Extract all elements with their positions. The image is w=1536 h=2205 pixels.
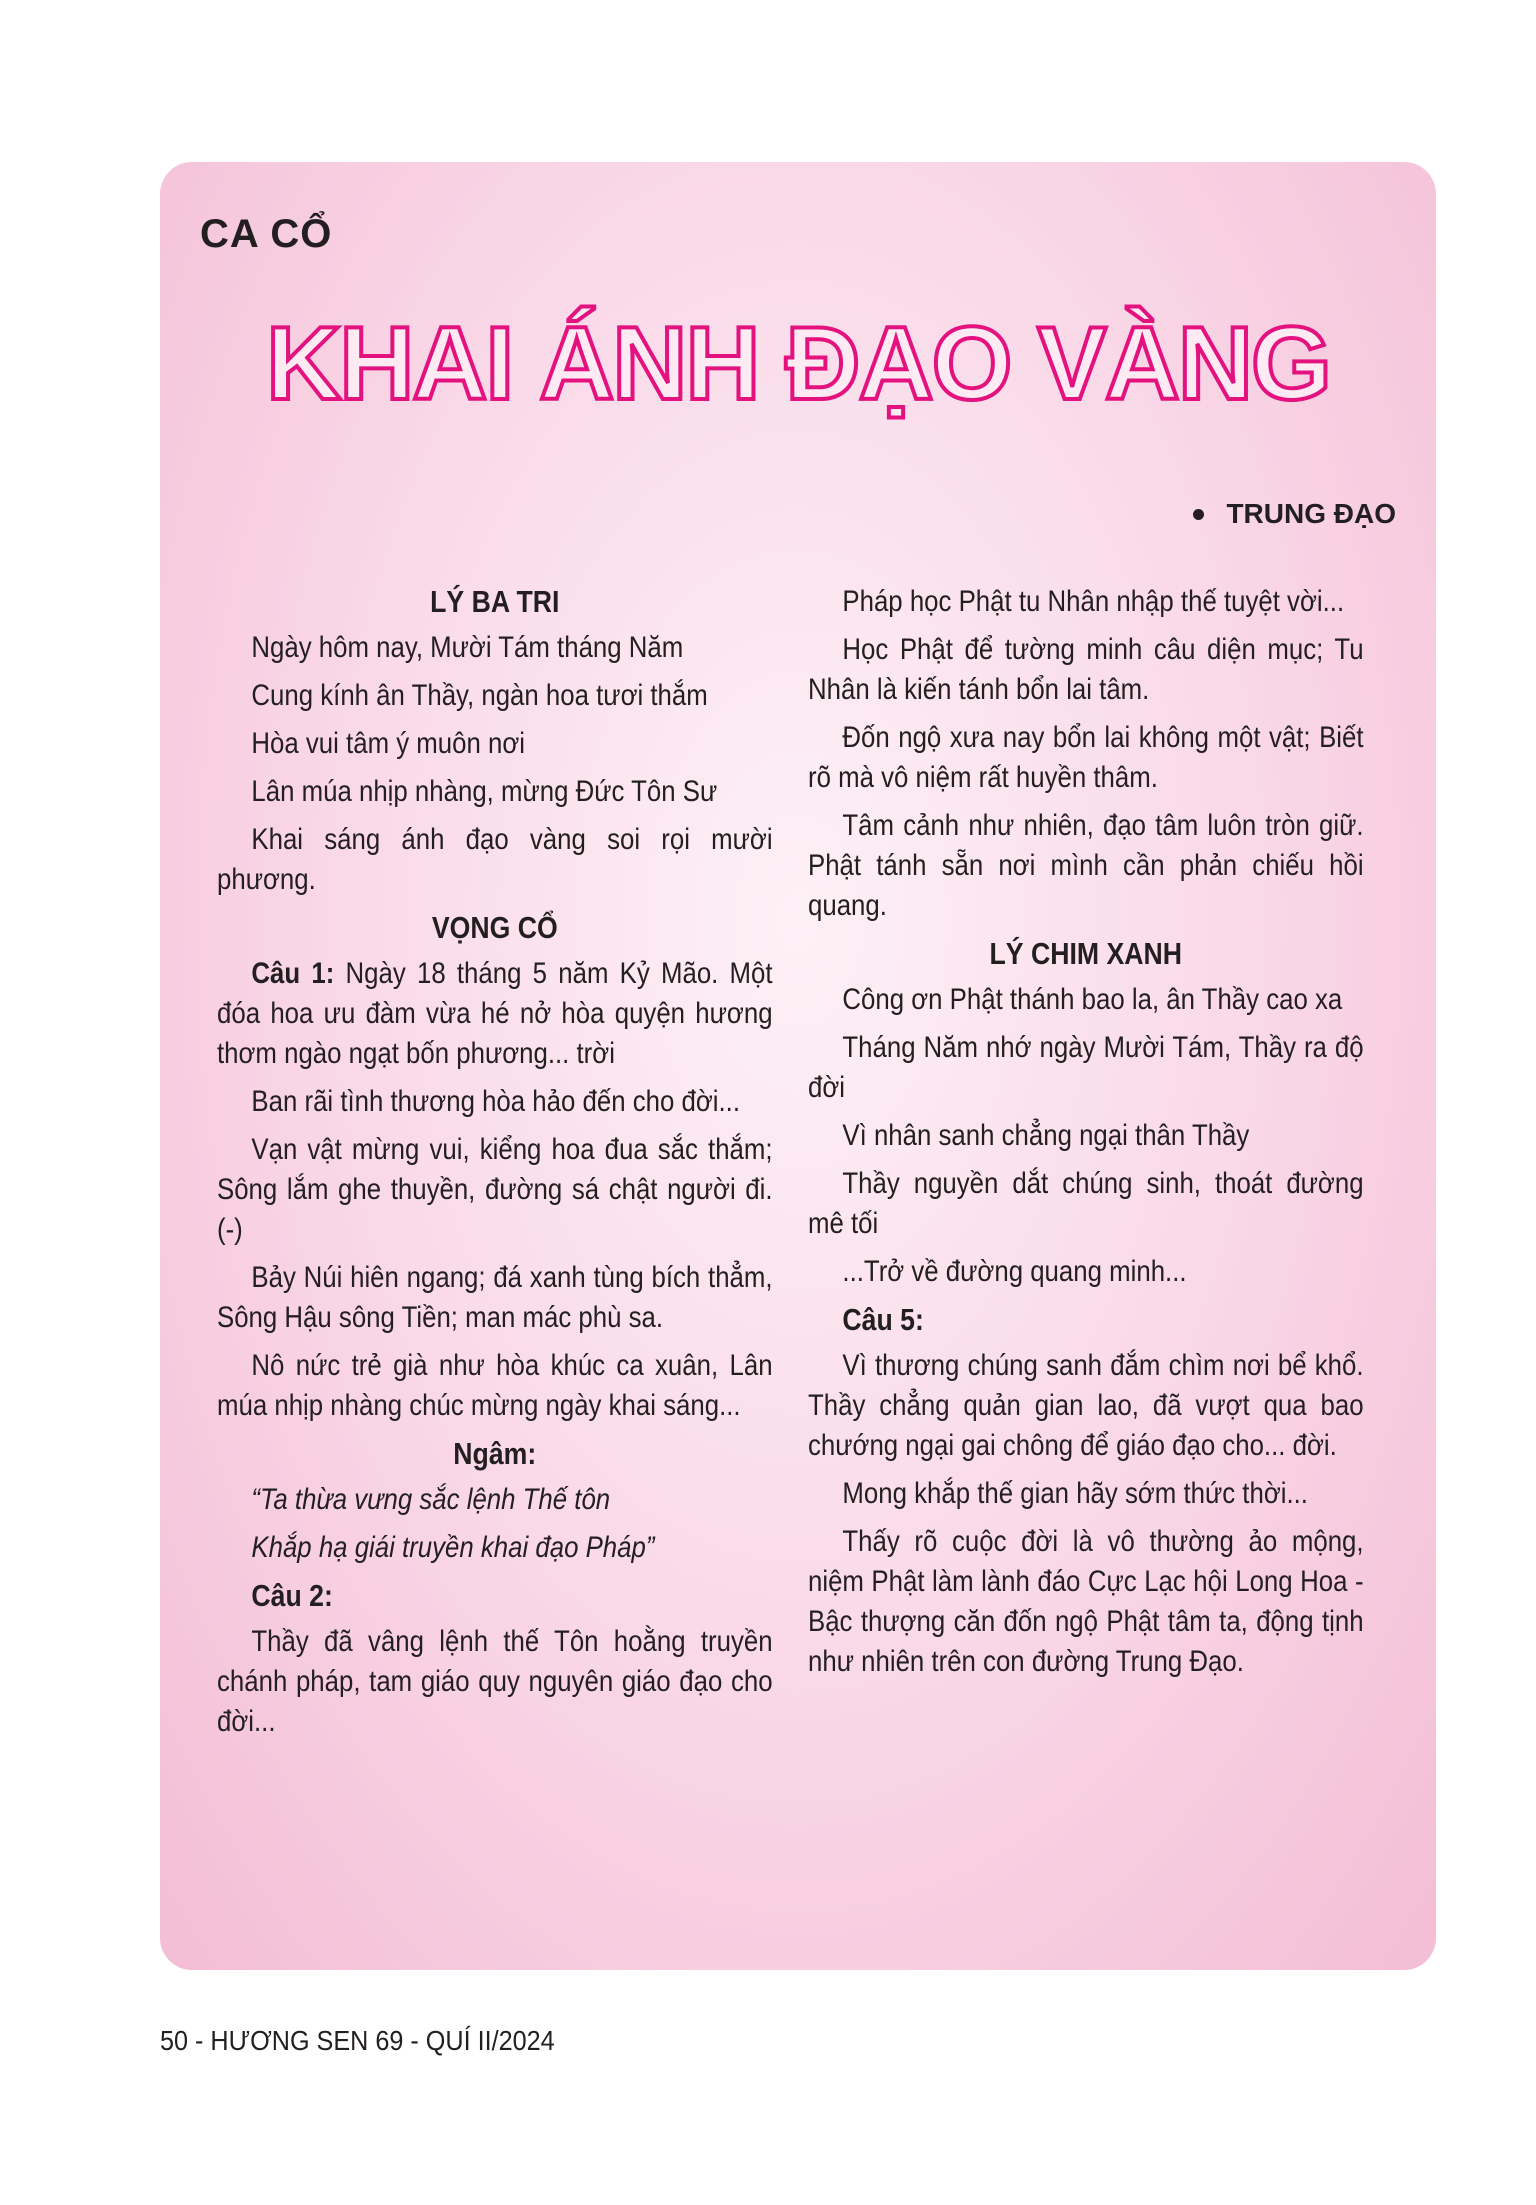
verse-line: Đốn ngộ xưa nay bổn lai không một vật; Biết rõ mà vô niệm rất huyền thâm. [808, 721, 1364, 794]
article-title: KHAI ÁNH ĐẠO VÀNG [266, 306, 1330, 422]
ngam-line: “Ta thừa vưng sắc lệnh Thế tôn [251, 1483, 611, 1516]
verse-cau-1 [217, 954, 773, 1074]
heading-ly-ba-tri: LÝ BA TRI [430, 584, 560, 619]
verse-line: Mong khắp thế gian hãy sớm thức thời... [842, 1477, 1308, 1510]
cau-2-label: Câu 2: [251, 1578, 333, 1613]
verse-line: Khai sáng ánh đạo vàng soi rọi mười phương. [217, 823, 773, 896]
right-column [808, 582, 1364, 1690]
author-name: TRUNG ĐẠO [1226, 498, 1396, 529]
verse-line: Nô nức trẻ già như hòa khúc ca xuân, Lân múa nhịp nhàng chúc mừng ngày khai sáng... [217, 1349, 773, 1422]
verse-line: Ban rãi tình thương hòa hảo đến cho đời... [251, 1085, 741, 1118]
bullet-icon [1193, 509, 1204, 520]
verse-line: Cung kính ân Thầy, ngàn hoa tươi thắm [251, 679, 708, 712]
heading-vong-co: VỌNG CỔ [431, 910, 558, 945]
verse-line: Thầy đã vâng lệnh thế Tôn hoằng truyền chánh pháp, tam giáo quy nguyên giáo đạo cho đời... [217, 1625, 773, 1738]
verse-line: Bảy Núi hiên ngang; đá xanh tùng bích thẳm, Sông Hậu sông Tiền; man mác phù sa. [217, 1261, 773, 1334]
verse-line: Công ơn Phật thánh bao la, ân Thầy cao xa [842, 983, 1343, 1016]
verse-line: Tháng Năm nhớ ngày Mười Tám, Thầy ra độ đời [808, 1031, 1364, 1104]
heading-ly-chim-xanh: LÝ CHIM XANH [989, 936, 1183, 971]
verse-line: Tâm cảnh như nhiên, đạo tâm luôn tròn giữ. Phật tánh sẵn nơi mình cần phản chiếu hồi quang. [808, 809, 1364, 922]
heading-ngam: Ngâm: [453, 1436, 537, 1471]
verse-line: Vạn vật mừng vui, kiểng hoa đua sắc thắm; Sông lắm ghe thuyền, đường sá chật người đi. (-) [217, 1133, 773, 1246]
content-panel [160, 162, 1436, 1970]
verse-line: Pháp học Phật tu Nhân nhập thế tuyệt vời... [842, 585, 1345, 618]
verse-line: Vì thương chúng sanh đắm chìm nơi bể khổ. Thầy chẳng quản gian lao, đã vượt qua bao chướng ngại gai chông để giáo đạo cho... đời. [808, 1349, 1364, 1462]
page-footer: 50 - HƯƠNG SEN 69 - QUÍ II/2024 [160, 2025, 555, 2056]
verse-line: Lân múa nhịp nhàng, mừng Đức Tôn Sư [251, 775, 718, 808]
cau-1-text: Ngày 18 tháng 5 năm Kỷ Mão. Một đóa hoa ưu đàm vừa hé nở hòa quyện hương thơm ngào ngạt bốn phương... trời [217, 957, 773, 1070]
verse-line: Hòa vui tâm ý muôn nơi [251, 727, 526, 760]
verse-line: Thấy rõ cuộc đời là vô thường ảo mộng, niệm Phật làm lành đáo Cực Lạc hội Long Hoa - Bậc thượng căn đốn ngộ Phật tâm ta, động tịnh như nhiên trên con đường Trung Đạo. [808, 1525, 1364, 1678]
verse-line: ...Trở về đường quang minh... [842, 1255, 1187, 1288]
verse-line: Thầy nguyền dắt chúng sinh, thoát đường mê tối [808, 1167, 1364, 1240]
left-column [217, 582, 773, 1750]
ngam-line: Khắp hạ giái truyền khai đạo Pháp” [251, 1531, 655, 1564]
section-label: CA CỔ [200, 212, 333, 256]
verse-line: Học Phật để tường minh câu diện mục; Tu Nhân là kiến tánh bổn lai tâm. [808, 633, 1364, 706]
verse-line: Ngày hôm nay, Mười Tám tháng Năm [251, 631, 684, 664]
verse-line: Vì nhân sanh chẳng ngại thân Thầy [842, 1119, 1250, 1152]
cau-5-label: Câu 5: [842, 1302, 924, 1337]
cau-1-label: Câu 1: [251, 957, 335, 990]
author-byline [1193, 498, 1396, 530]
